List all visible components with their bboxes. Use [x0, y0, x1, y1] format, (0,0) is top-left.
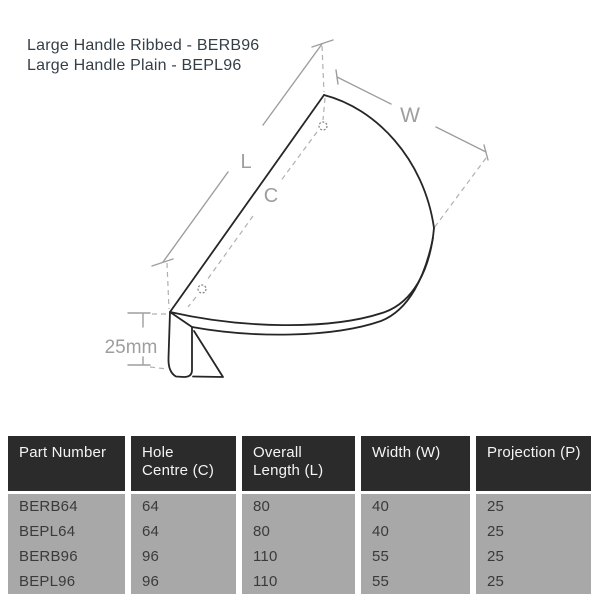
width-dim-tick-left [336, 70, 338, 84]
hole-centre-line-top [323, 98, 325, 120]
handle-back-edge [170, 95, 324, 312]
cell-width: 40 [361, 519, 470, 544]
cell-width: 40 [361, 494, 470, 519]
cell-hole-centre: 64 [131, 519, 236, 544]
product-title-plain: Large Handle Plain - BEPL96 [27, 57, 242, 74]
header-label: Part Number [19, 444, 107, 461]
header-label: Projection (P) [487, 444, 581, 461]
cell-part-number: BERB96 [8, 544, 125, 569]
extension-lines [150, 46, 486, 369]
screw-hole-marker-top [319, 122, 327, 130]
centre-dim-label: C [263, 185, 279, 207]
projection-bottom-extension-line [150, 367, 167, 369]
dimension-lines [128, 40, 488, 365]
width-dim-tick-right [484, 145, 488, 160]
cell-overall-length: 80 [242, 494, 355, 519]
cell-part-number: BEPL96 [8, 569, 125, 594]
header-label: Overall [253, 444, 302, 461]
handle-outline [168, 95, 434, 377]
cell-width: 55 [361, 569, 470, 594]
cell-overall-length: 80 [242, 519, 355, 544]
length-dim-label: L [240, 151, 252, 173]
handle-bottom-rim-lower [192, 238, 433, 335]
hole-centre-line-upper [280, 132, 317, 182]
header-projection [476, 436, 591, 491]
header-part-number [8, 436, 125, 491]
handle-support-web [193, 331, 223, 377]
width-extension-line [434, 158, 486, 228]
cell-overall-length: 110 [242, 569, 355, 594]
header-label: Length (L) [253, 462, 324, 479]
length-dim-tick-top [312, 40, 333, 47]
length-dim-line-lower [163, 172, 228, 262]
header-width [361, 436, 470, 491]
cell-width: 55 [361, 544, 470, 569]
screw-holes [198, 122, 327, 293]
length-dim-tick-bottom [152, 259, 173, 266]
width-dim-line-left [337, 77, 391, 104]
header-hole-centre [131, 436, 236, 491]
spec-table-header-row [8, 436, 591, 491]
cell-projection: 25 [476, 519, 591, 544]
projection-dim-label: 25mm [104, 337, 158, 358]
cell-hole-centre: 96 [131, 569, 236, 594]
hole-centre-line-lower [207, 216, 253, 280]
header-label: Width (W) [372, 444, 441, 461]
cell-hole-centre: 96 [131, 544, 236, 569]
cell-overall-length: 110 [242, 544, 355, 569]
cell-projection: 25 [476, 494, 591, 519]
spec-table-body [8, 494, 591, 594]
cell-part-number: BERB64 [8, 494, 125, 519]
product-title-ribbed: Large Handle Ribbed - BERB96 [27, 37, 260, 54]
cell-projection: 25 [476, 544, 591, 569]
hole-centre-line-end [188, 297, 196, 307]
length-dim-line-upper [263, 44, 322, 125]
cell-part-number: BEPL64 [8, 519, 125, 544]
width-dim-line-right [436, 127, 486, 152]
length-top-extension-line [322, 46, 324, 92]
header-label: Centre (C) [142, 462, 215, 479]
cell-projection: 25 [476, 569, 591, 594]
width-dim-label: W [400, 104, 420, 127]
length-bottom-extension-line [167, 263, 169, 309]
spec-table [8, 436, 591, 594]
cell-hole-centre: 64 [131, 494, 236, 519]
header-label: Hole [142, 444, 174, 461]
header-overall-length [242, 436, 355, 491]
handle-mounting-lip [168, 312, 192, 377]
screw-hole-marker-bottom [198, 285, 206, 293]
